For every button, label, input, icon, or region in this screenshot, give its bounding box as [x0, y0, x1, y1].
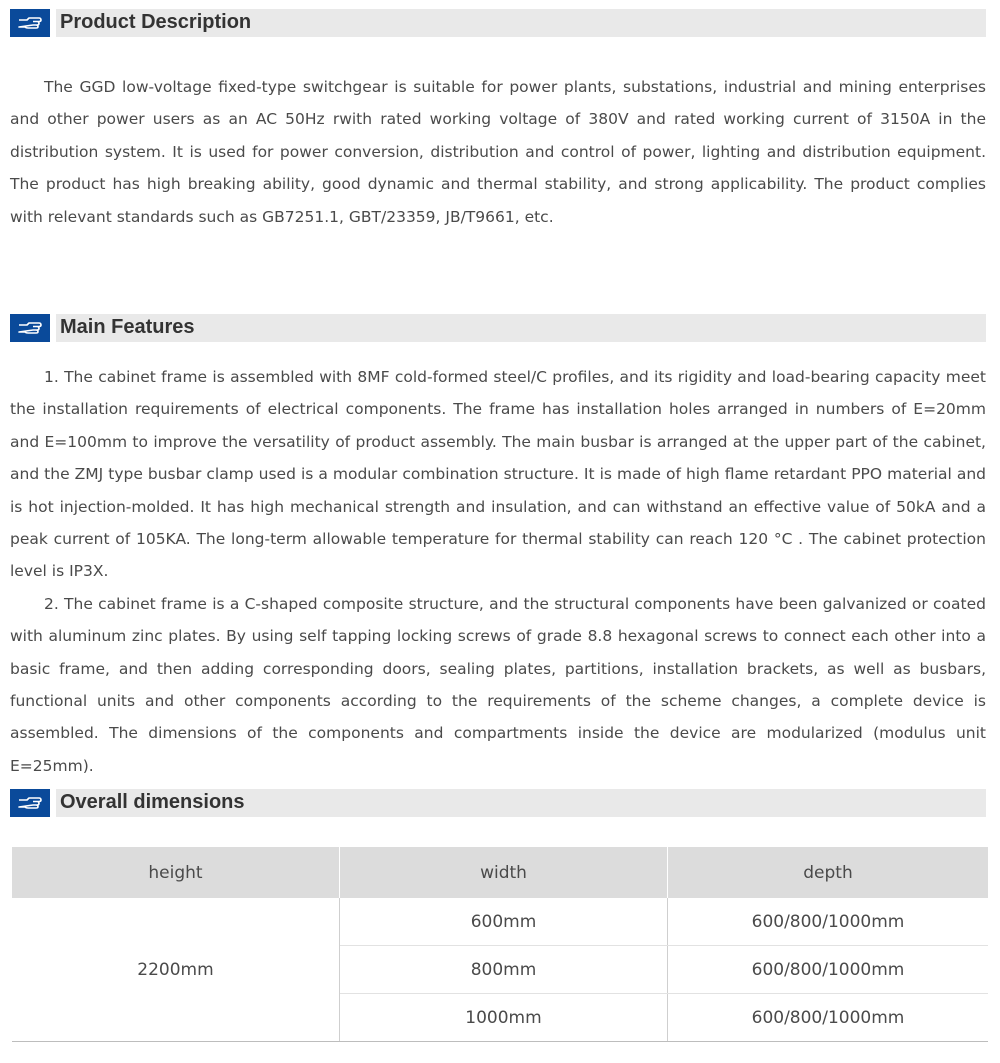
width-cell: 1000mm	[340, 994, 668, 1042]
section-title: Product Description	[60, 11, 252, 33]
depth-cell: 600/800/1000mm	[668, 994, 989, 1042]
width-cell: 600mm	[340, 898, 668, 946]
table-row	[12, 898, 988, 946]
column-header-depth: depth	[668, 847, 989, 898]
depth-cell: 600/800/1000mm	[668, 946, 989, 994]
pointing-hand-icon	[17, 320, 43, 336]
table-header-row	[12, 847, 988, 898]
section-title: Main Features	[60, 316, 195, 338]
section-icon-box	[10, 314, 50, 342]
product-description-text	[10, 71, 986, 233]
width-cell: 800mm	[340, 946, 668, 994]
paragraph: 1. The cabinet frame is assembled with 8MF cold-formed steel/C profiles, and its rigidity and load-bearing capacity meet the installation requirements of electrical components. The frame has installation holes arranged in numbers of E=20mm and E=100mm to improve the versatility of product assembly. The main busbar is arranged at the upper part of the cabinet, and the ZMJ type busbar clamp used is a modular combination structure. It is made of high flame retardant PPO material and is hot injection-molded. It has high mechanical strength and insulation, and can withstand an effective value of 50kA and a peak current of 105KA. The long-term allowable temperature for thermal stability can reach 120 °C . The cabinet protection level is IP3X.	[10, 368, 986, 581]
section-icon-box	[10, 789, 50, 817]
pointing-hand-icon	[17, 15, 43, 31]
height-cell: 2200mm	[12, 898, 340, 1042]
section-header-overall-dimensions	[10, 789, 986, 817]
main-features-text	[10, 361, 986, 782]
column-header-width: width	[340, 847, 668, 898]
depth-cell: 600/800/1000mm	[668, 898, 989, 946]
column-header-height: height	[12, 847, 340, 898]
paragraph: The GGD low-voltage fixed-type switchgear is suitable for power plants, substations, industrial and mining enterprises and other power users as an AC 50Hz rwith rated working voltage of 380V and rated working current of 3150A in the distribution system. It is used for power conversion, distribution and control of power, lighting and distribution equipment. The product has high breaking ability, good dynamic and thermal stability, and strong applicability. The product complies with relevant standards such as GB7251.1, GBT/23359, JB/T9661, etc.	[10, 78, 986, 226]
dimensions-table	[12, 847, 988, 1042]
section-icon-box	[10, 9, 50, 37]
section-title: Overall dimensions	[60, 791, 245, 813]
section-header-product-description	[10, 9, 986, 37]
paragraph: 2. The cabinet frame is a C-shaped composite structure, and the structural components have been galvanized or coated with aluminum zinc plates. By using self tapping locking screws of grade 8.8 hexagonal screws to connect each other into a basic frame, and then adding corresponding doors, sealing plates, partitions, installation brackets, as well as busbars, functional units and other components according to the requirements of the scheme changes, a complete device is assembled. The dimensions of the components and compartments inside the device are modularized (modulus unit E=25mm).	[10, 594, 986, 775]
section-header-main-features	[10, 314, 986, 342]
section-title-bar	[56, 314, 986, 342]
pointing-hand-icon	[17, 795, 43, 811]
